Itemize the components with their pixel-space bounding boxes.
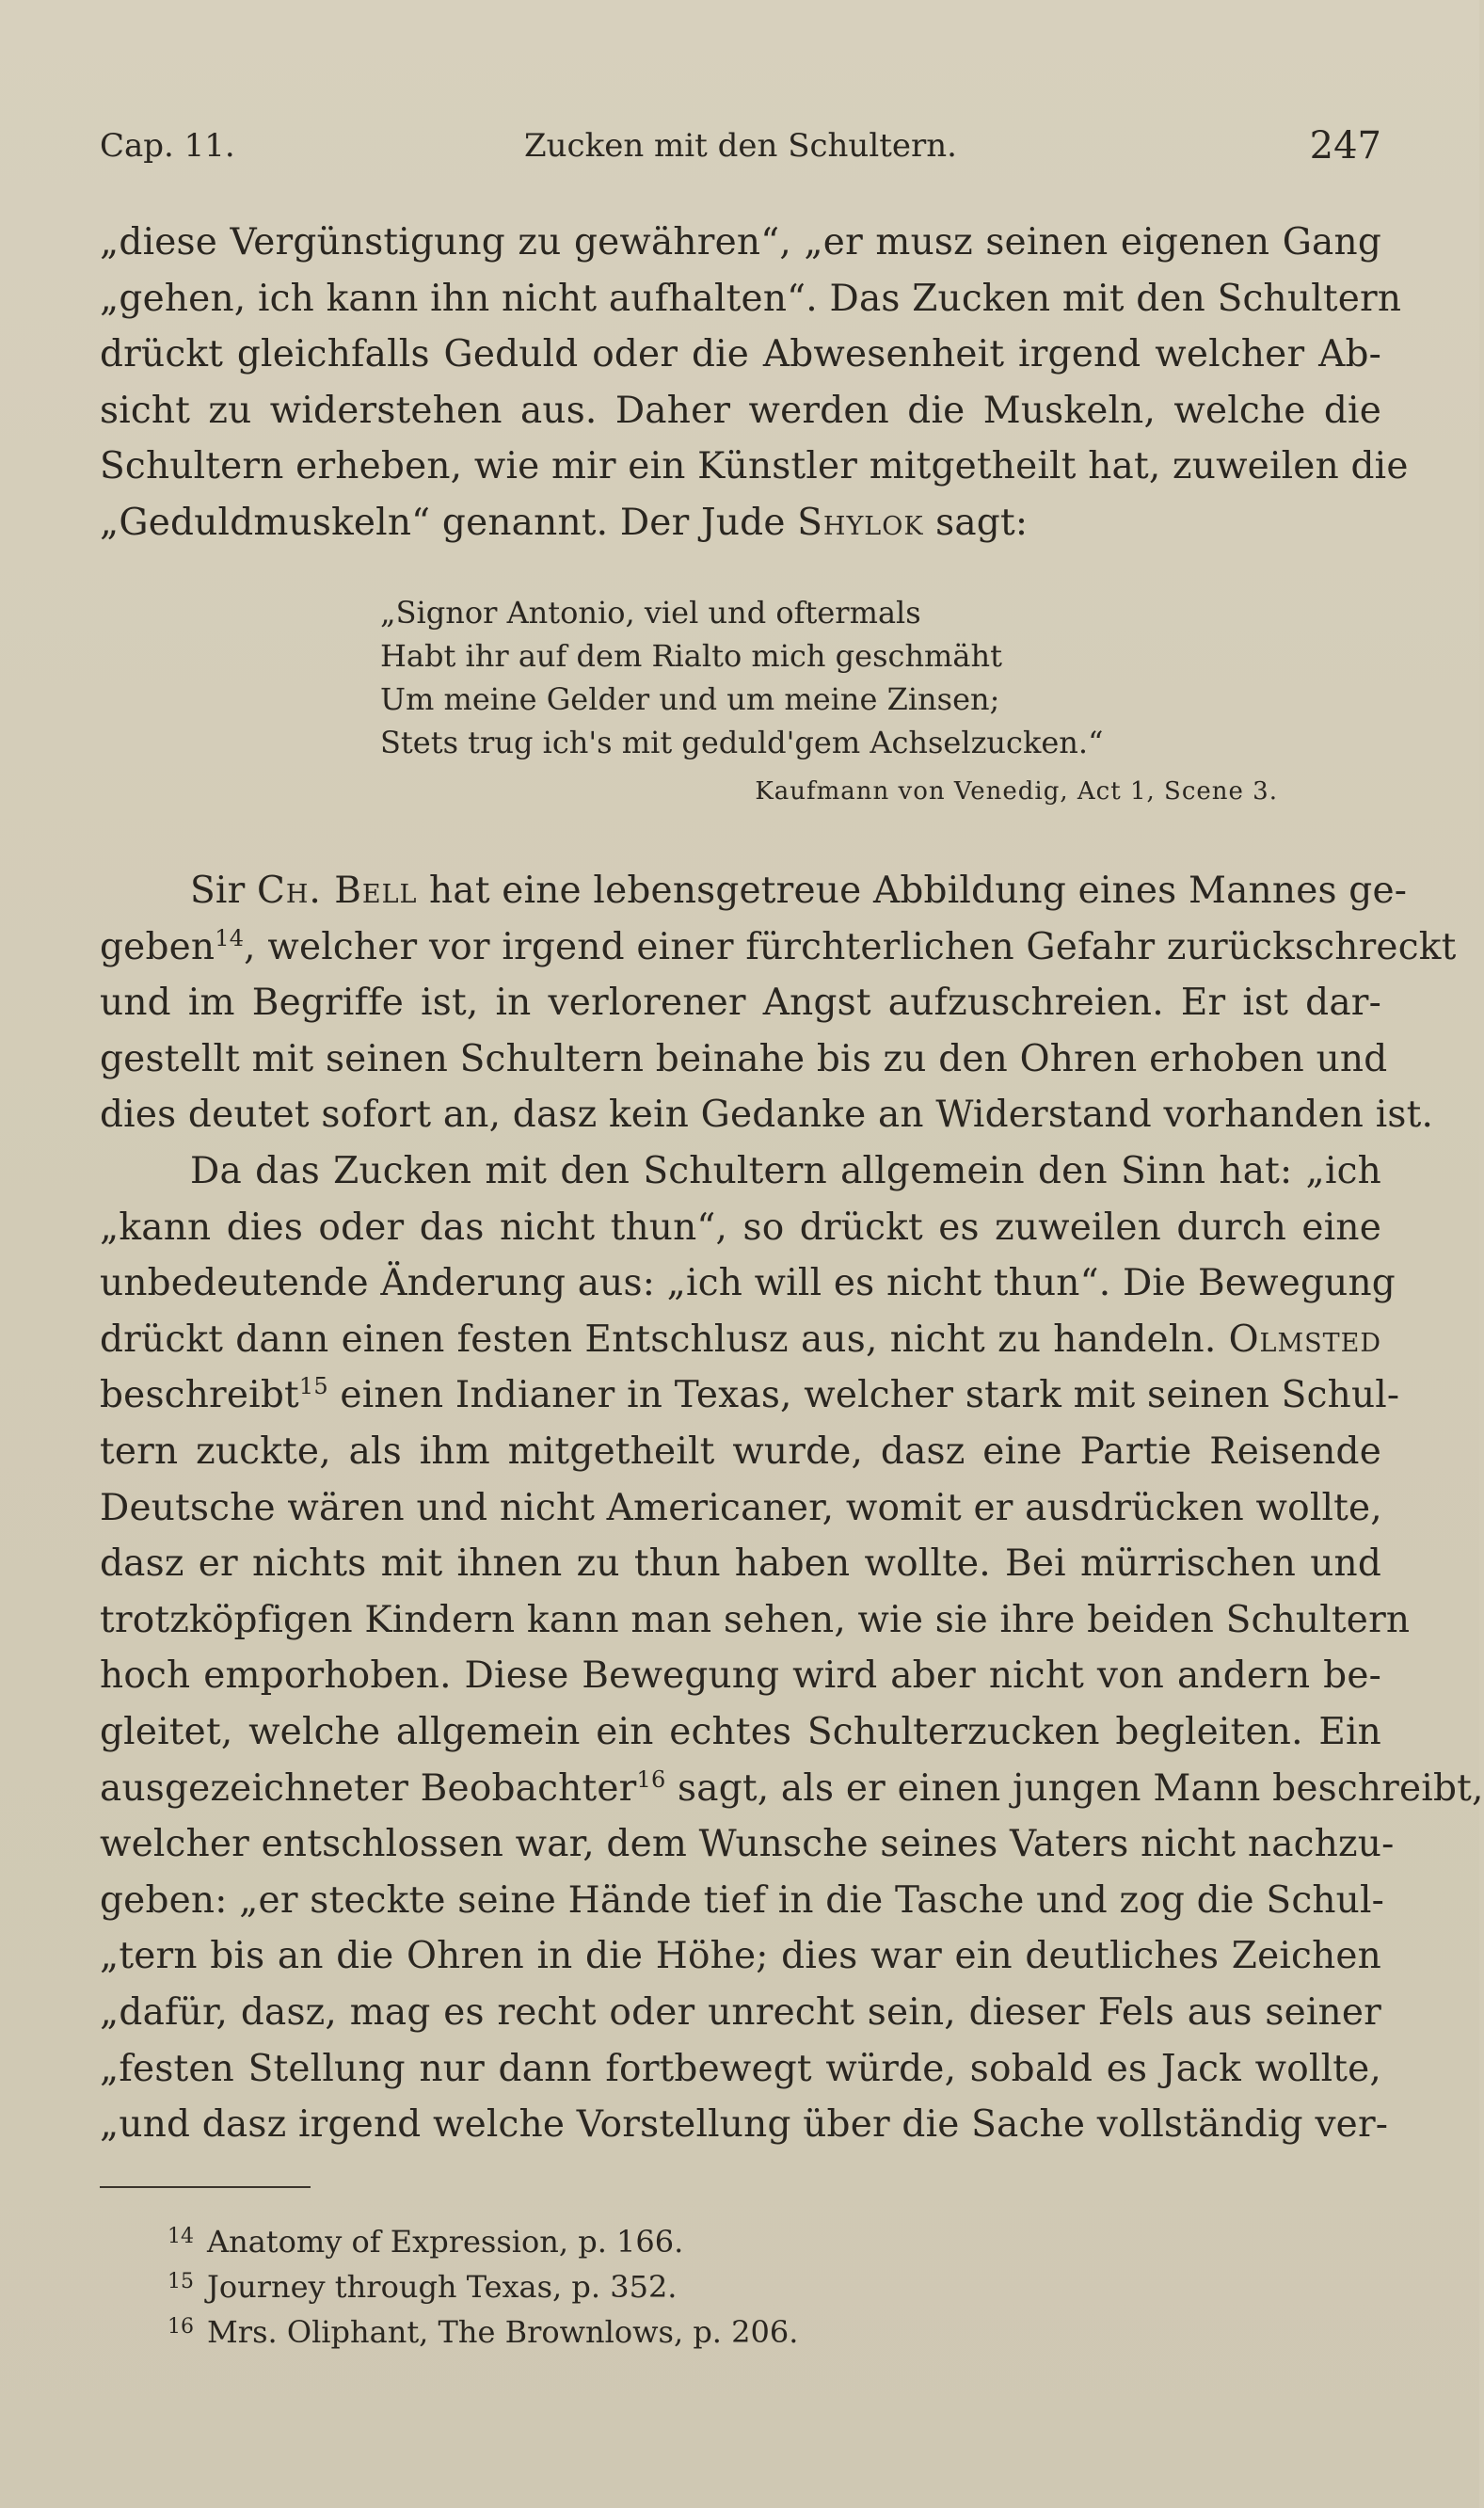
text-line: „kann dies oder das nicht thun“, so drückt es zuweilen durch eine (100, 1206, 1381, 1249)
paragraph-3 (100, 1143, 1484, 2153)
person-name: Shylok (797, 501, 924, 544)
text-line: Da das Zucken mit den Schultern allgemein den Sinn hat: „ich (190, 1150, 1381, 1192)
text-line: welcher entschlossen war, dem Wunsche seines Vaters nicht nachzu- (100, 1823, 1395, 1866)
text-line: drückt gleichfalls Geduld oder die Abwesenheit irgend welcher Ab- (100, 333, 1381, 376)
text-line: gleitet, welche allgemein ein echtes Schulterzucken begleiten. Ein (100, 1710, 1381, 1753)
footnote (168, 2264, 798, 2309)
text-line: Schultern erheben, wie mir ein Künstler mitgetheilt hat, zuweilen die (100, 445, 1409, 488)
footnote-number: 15 (168, 2270, 194, 2293)
text-fragment: , welcher vor irgend einer fürchterlichen Gefahr zurückschreckt (244, 925, 1457, 968)
footnote-text: Anatomy of Expression, p. 166. (207, 2224, 684, 2260)
person-name: Olmsted (1228, 1318, 1381, 1361)
person-name: Ch. Bell (257, 870, 418, 912)
text-line (100, 919, 1457, 976)
verse-quote (380, 591, 1284, 764)
text-line: „festen Stellung nur dann fortbewegt würde, sobald es Jack wollte, (100, 2047, 1381, 2090)
text-fragment: „Geduldmuskeln“ genannt. Der Jude (100, 501, 798, 544)
text-line: „dafür, dasz, mag es recht oder unrecht sein, dieser Fels aus seiner (100, 1990, 1381, 2034)
text-line: gestellt mit seinen Schultern beinahe bis zu den Ohren erhoben und (100, 1037, 1388, 1080)
footnote-divider (100, 2186, 311, 2188)
running-title: Zucken mit den Schultern. (524, 127, 957, 165)
running-header (100, 122, 1381, 169)
chapter-label: Cap. 11. (100, 127, 235, 165)
footnote-number: 16 (168, 2315, 194, 2339)
footnote-number: 14 (168, 2225, 194, 2248)
text-line: „diese Vergünstigung zu gewähren“, „er musz seinen eigenen Gang (100, 221, 1381, 264)
footnote-text: Journey through Texas, p. 352. (207, 2269, 678, 2305)
text-fragment: sagt, als er einen jungen Mann beschreibt, (665, 1766, 1484, 1810)
text-line: dies deutet sofort an, dasz kein Gedanke an Widerstand vorhanden ist. (100, 1094, 1434, 1137)
text-fragment: sagt: (923, 501, 1029, 544)
footnote-ref: 14 (215, 924, 245, 951)
footnote-text: Mrs. Oliphant, The Brownlows, p. 206. (207, 2314, 799, 2350)
quote-source: Kaufmann von Venedig, Act 1, Scene 3. (755, 777, 1278, 806)
verse-line: Habt ihr auf dem Rialto mich geschmäht (380, 638, 1002, 674)
footnote (168, 2309, 798, 2355)
text-fragment: hat eine lebensgetreue Abbildung eines Mannes ge- (417, 870, 1408, 912)
verse-line: Um meine Gelder und um meine Zinsen; (380, 681, 1000, 717)
text-line: geben: „er steckte seine Hände tief in die Tasche und zog die Schul- (100, 1878, 1385, 1922)
text-line: sicht zu widerstehen aus. Daher werden die Muskeln, welche die (100, 389, 1381, 432)
verse-line: Stets trug ich's mit geduld'gem Achselzucken.“ (380, 725, 1104, 760)
text-line: dasz er nichts mit ihnen zu thun haben wollte. Bei mürrischen und (100, 1542, 1381, 1586)
paragraph-1 (100, 215, 1409, 551)
text-line: „und dasz irgend welche Vorstellung über die Sache vollständig ver- (100, 2103, 1389, 2147)
footnote-ref: 15 (298, 1373, 328, 1400)
text-fragment: geben (100, 925, 215, 968)
footnotes (168, 2219, 798, 2355)
text-fragment: einen Indianer in Texas, welcher stark mit seinen Schul- (327, 1374, 1400, 1417)
text-line (100, 863, 1408, 919)
paragraph-2 (100, 863, 1457, 1143)
footnote-ref: 16 (636, 1765, 666, 1793)
footnote (168, 2219, 798, 2264)
page-number: 247 (1309, 124, 1381, 168)
text-line (100, 1761, 1484, 1817)
text-line (100, 495, 1381, 551)
text-line: unbedeutende Änderung aus: „ich will es nicht thun“. Die Bewegung (100, 1262, 1396, 1305)
text-line: hoch emporhoben. Diese Bewegung wird aber nicht von andern be- (100, 1654, 1381, 1698)
text-line: und im Begriffe ist, in verlorener Angst aufzuschreien. Er ist dar- (100, 982, 1381, 1025)
text-fragment: Sir (190, 870, 258, 912)
text-line (100, 1367, 1400, 1424)
text-line (100, 1312, 1381, 1368)
text-line: trotzköpfigen Kindern kann man sehen, wie sie ihre beiden Schultern (100, 1598, 1411, 1641)
text-line: tern zuckte, als ihm mitgetheilt wurde, dasz eine Partie Reisende (100, 1430, 1381, 1473)
text-line: Deutsche wären und nicht Americaner, womit er ausdrücken wollte, (100, 1486, 1382, 1529)
text-line: „tern bis an die Ohren in die Höhe; dies war ein deutliches Zeichen (100, 1935, 1381, 1978)
verse-line: „Signor Antonio, viel und oftermals (380, 595, 921, 631)
text-fragment: ausgezeichneter Beobachter (100, 1766, 637, 1810)
text-fragment: beschreibt (100, 1374, 299, 1417)
text-fragment: drückt dann einen festen Entschlusz aus, nicht zu handeln. (100, 1318, 1229, 1361)
text-line: „gehen, ich kann ihn nicht aufhalten“. Das Zucken mit den Schultern (100, 277, 1402, 320)
